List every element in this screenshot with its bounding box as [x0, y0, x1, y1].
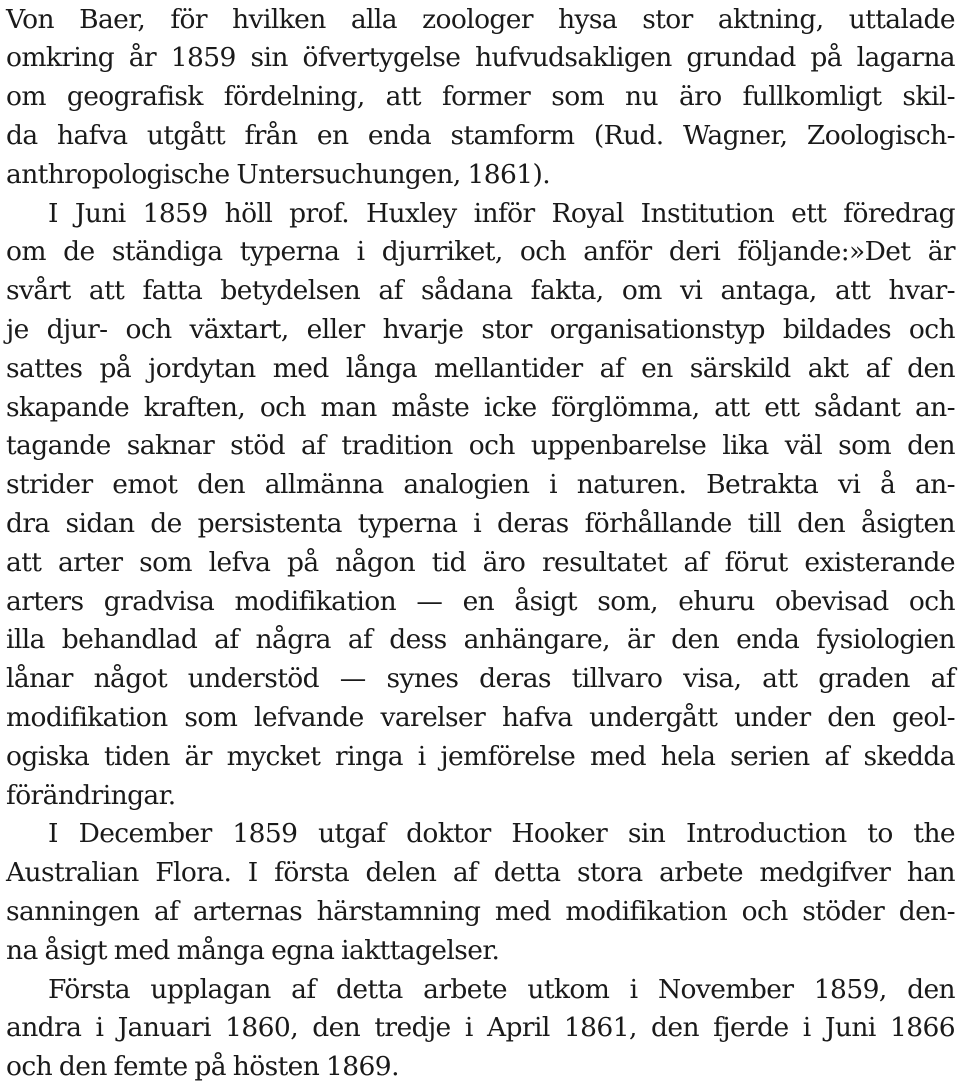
- text-line: att arter som lefva på någon tid äro resultatet af förut existerande: [6, 546, 955, 578]
- text-line: sanningen af arternas härstamning med modifikation och stöder den-: [6, 895, 955, 927]
- text-line: anthropologische Untersuchungen, 1861).: [6, 158, 551, 190]
- text-line: förändringar.: [6, 779, 176, 811]
- text-line: strider emot den allmänna analogien i naturen. Betrakta vi å an-: [6, 469, 955, 501]
- text-line: dra sidan de persistenta typerna i deras förhållande till den åsigten: [6, 507, 955, 539]
- text-line: Von Baer, för hvilken alla zoologer hysa stor aktning, uttalade: [6, 3, 955, 35]
- text-line: om geografisk fördelning, att former som nu äro fullkomligt skil-: [6, 81, 955, 113]
- text-line: Australian Flora. I första delen af detta stora arbete medgifver han: [6, 857, 955, 889]
- text-line: je djur- och växtart, eller hvarje stor organisationstyp bildades och: [6, 313, 955, 345]
- paragraph-start-line: Första upplagan af detta arbete utkom i November 1859, den: [48, 973, 955, 1005]
- text-line: arters gradvisa modifikation — en åsigt som, ehuru obevisad och: [6, 585, 955, 617]
- text-line: och den femte på hösten 1869.: [6, 1051, 399, 1083]
- paragraph-start-line: I December 1859 utgaf doktor Hooker sin Introduction to the: [48, 818, 955, 850]
- paragraph-start-line: I Juni 1859 höll prof. Huxley inför Royal Institution ett föredrag: [48, 197, 955, 229]
- text-line: ogiska tiden är mycket ringa i jemförelse med hela serien af skedda: [6, 740, 955, 772]
- text-line: andra i Januari 1860, den tredje i April 1861, den fjerde i Juni 1866: [6, 1012, 955, 1044]
- text-line: skapande kraften, och man måste icke förglömma, att ett sådant an-: [6, 391, 955, 423]
- text-line: om de ständiga typerna i djurriket, och anför deri följande:»Det är: [6, 236, 955, 268]
- text-line: na åsigt med många egna iakttagelser.: [6, 934, 500, 966]
- text-line: da hafva utgått från en enda stamform (Rud. Wagner, Zoologisch-: [6, 119, 955, 151]
- text-line: svårt att fatta betydelsen af sådana fakta, om vi antaga, att hvar-: [6, 275, 955, 307]
- text-line: omkring år 1859 sin öfvertygelse hufvudsakligen grundad på lagarna: [6, 42, 955, 74]
- text-line: lånar något understöd — synes deras tillvaro visa, att graden af: [6, 663, 955, 695]
- text-line: illa behandlad af några af dess anhängare, är den enda fysiologien: [6, 624, 955, 656]
- text-line: tagande saknar stöd af tradition och uppenbarelse lika väl som den: [6, 430, 955, 462]
- text-line: sattes på jordytan med långa mellantider af en särskild akt af den: [6, 352, 955, 384]
- text-line: modifikation som lefvande varelser hafva undergått under den geol-: [6, 701, 955, 733]
